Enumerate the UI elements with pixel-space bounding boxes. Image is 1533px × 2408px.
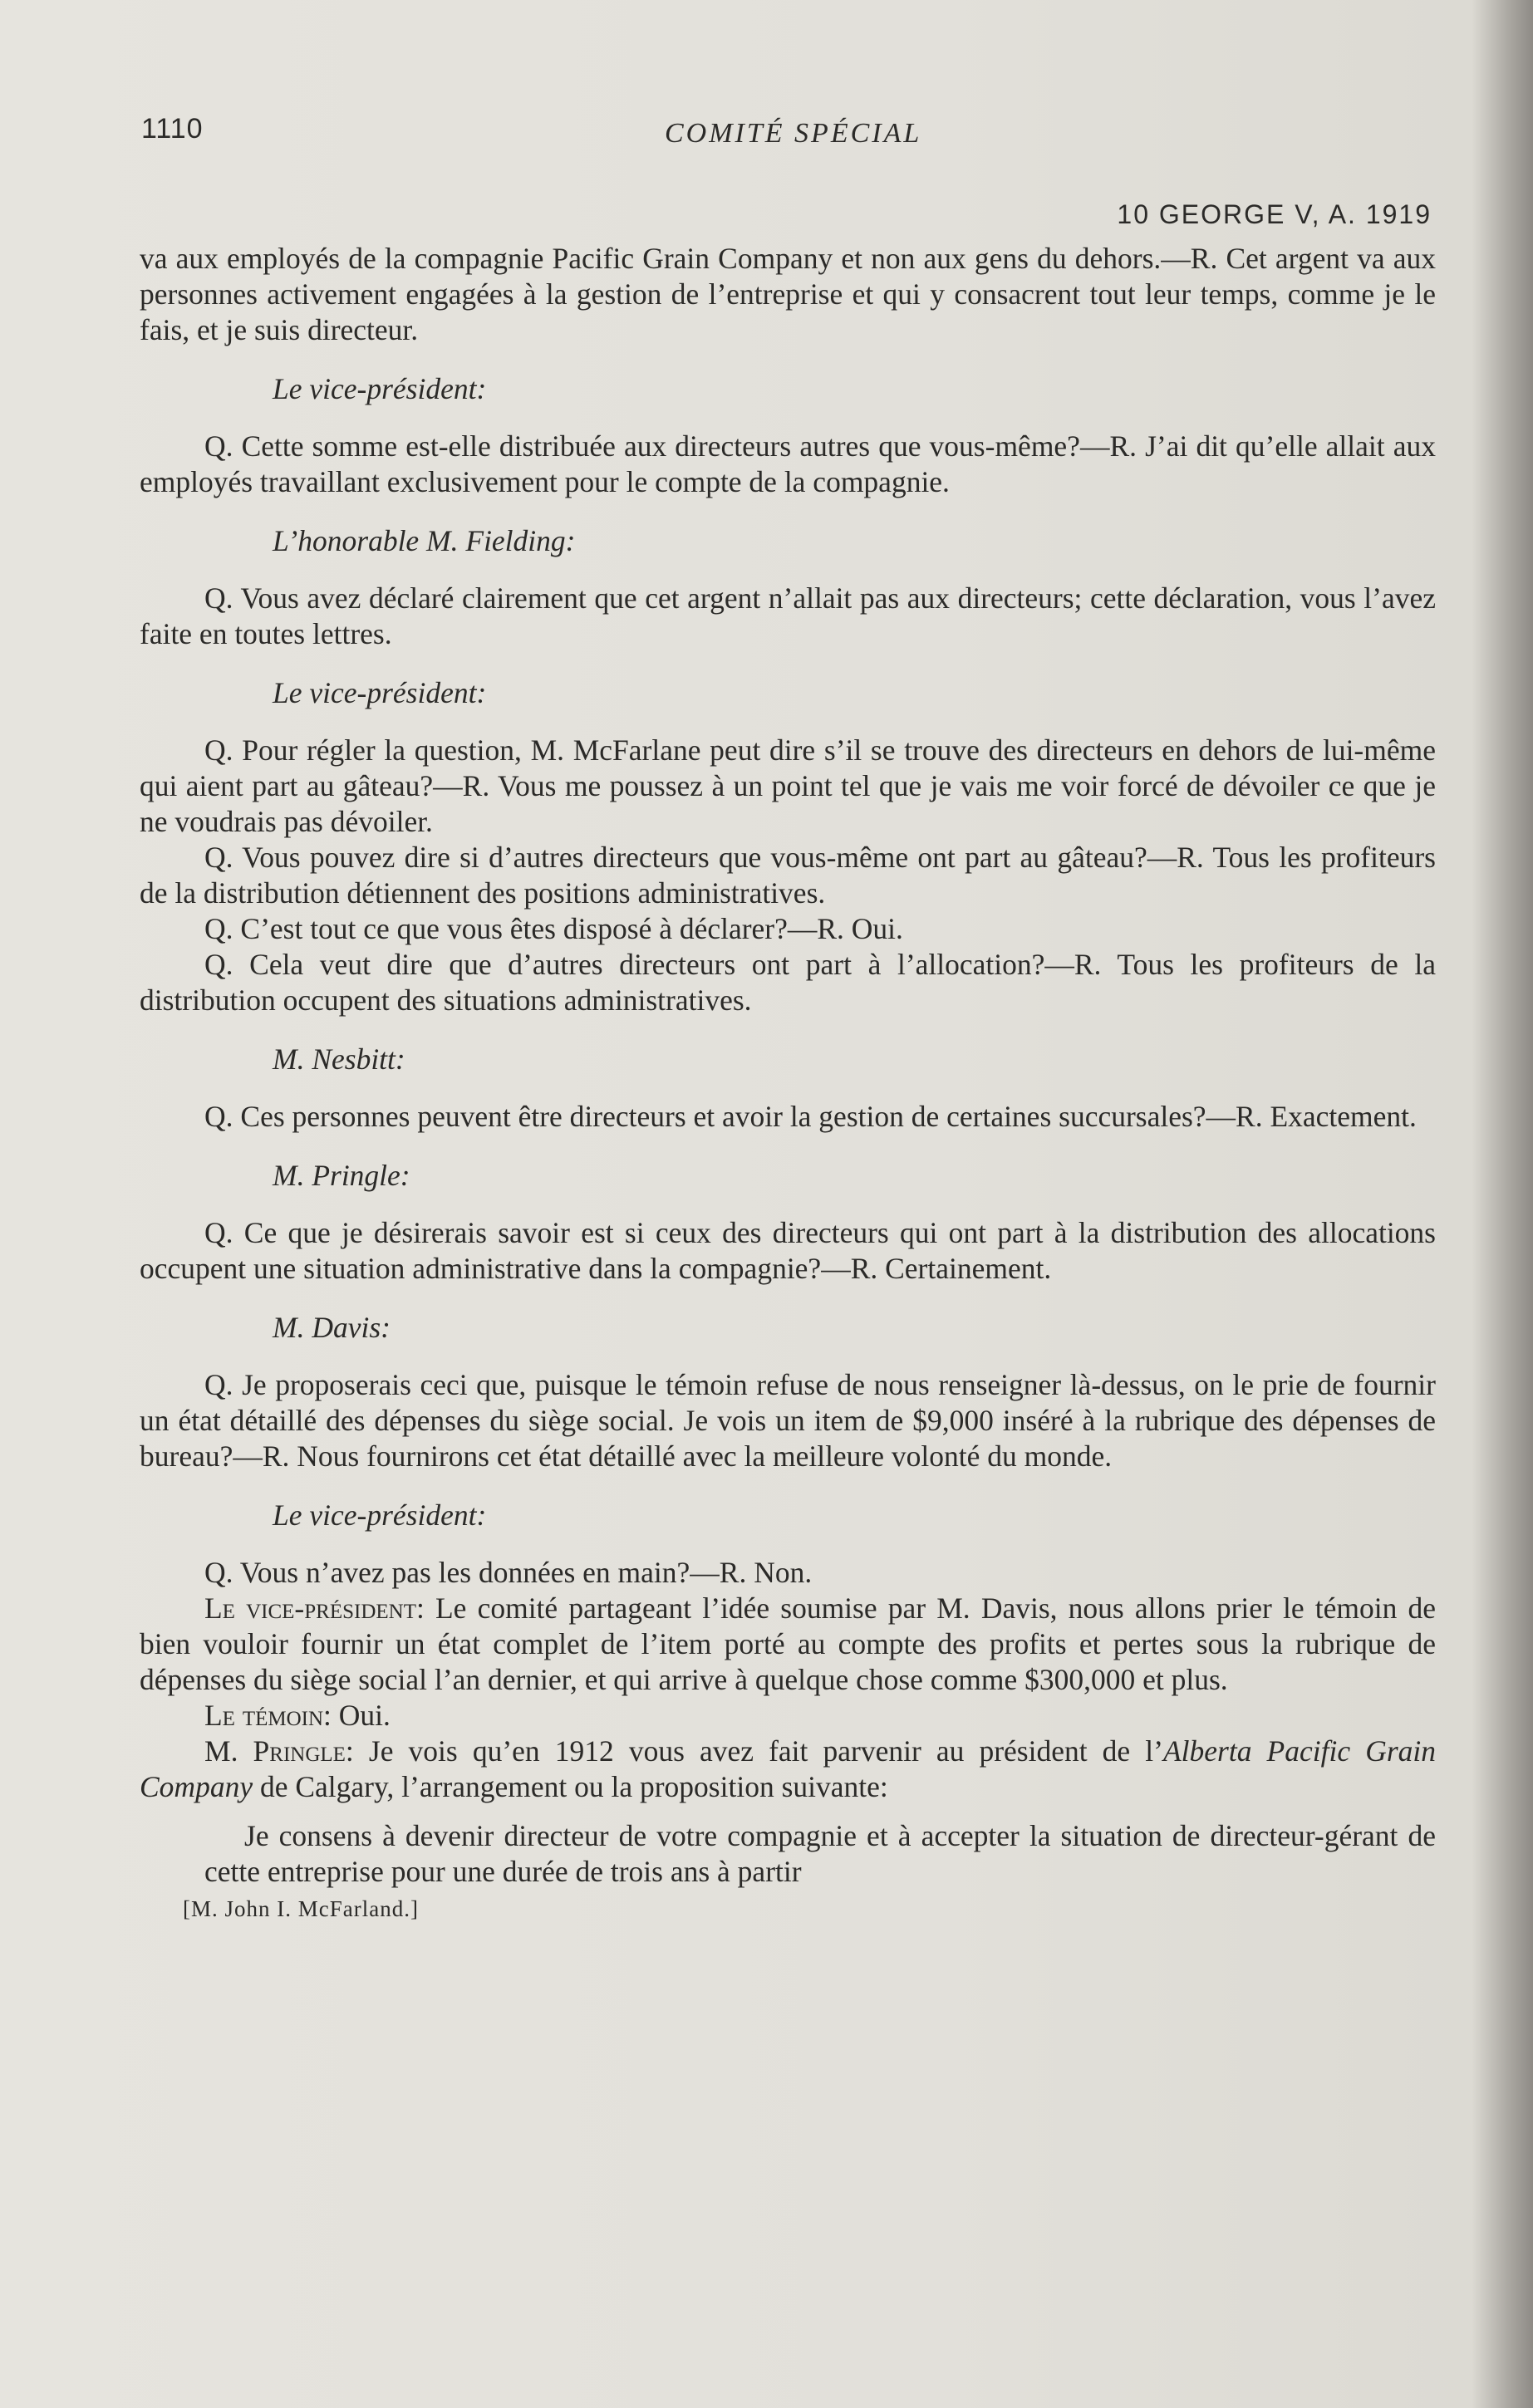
paragraph	[140, 1734, 1436, 1805]
paragraph: Q. Pour régler la question, M. McFarlane peut dire s’il se trouve des directeurs en dehors de lui-même qui aient part au gâteau?—R. Vous me poussez à un point tel que je vais me voir forcé de dévoiler ce que je ne voudrais pas dévoiler.	[140, 733, 1436, 838]
speaker-heading: L’honorable M. Fielding:	[273, 524, 576, 557]
page-number: 1110	[141, 113, 204, 145]
speaker-heading: M. Pringle:	[273, 1159, 410, 1192]
speaker-heading: Le vice-président:	[273, 1498, 487, 1532]
paragraph: Q. Ces personnes peuvent être directeurs et avoir la gestion de certaines succursales?—R. Exactement.	[204, 1100, 1417, 1133]
company-name: Alberta Pacific Grain Company	[140, 1734, 1437, 1803]
paragraph	[140, 1698, 1436, 1734]
witness-footer: [M. John I. McFarland.]	[183, 1896, 419, 1921]
inline-speaker: Le témoin:	[204, 1699, 332, 1732]
body-text	[140, 241, 1436, 1927]
paragraph-text: Le comité partageant l’idée soumise par M. Davis, nous allons prier le témoin de bien vouloir fournir un état complet de l’item porté au compte des profits et pertes sous la rubrique de dépenses du siège social l’an dernier, et qui arrive à quelque chose comme $300,000 et plus.	[140, 1591, 1436, 1696]
speaker-heading: M. Nesbitt:	[273, 1042, 405, 1076]
paragraph: Q. Vous n’avez pas les données en main?—R. Non.	[204, 1556, 813, 1589]
paragraph: Q. Ce que je désirerais savoir est si ceux des directeurs qui ont part à la distribution des allocations occupent une situation administrative dans la compagnie?—R. Certainement.	[140, 1216, 1436, 1285]
running-head	[0, 110, 1533, 159]
speaker-heading: Le vice-président:	[273, 676, 487, 709]
paragraph	[140, 1591, 1436, 1698]
inline-speaker: M. Pringle:	[204, 1734, 354, 1768]
inline-speaker: Le vice-président:	[204, 1591, 425, 1625]
session-line: 10 GEORGE V, A. 1919	[1117, 199, 1432, 229]
paragraph: Q. Je proposerais ceci que, puisque le témoin refuse de nous renseigner là-dessus, on le prie de fournir un état détaillé des dépenses du siège social. Je vois un item de $9,000 inséré à la rubrique des dépenses de bureau?—R. Nous fournirons cet état détaillé avec la meilleure volonté du monde.	[140, 1368, 1436, 1473]
block-quote: Je consens à devenir directeur de votre compagnie et à accepter la situation de directeur-gérant de cette entreprise pour une durée de trois ans à partir	[204, 1819, 1436, 1888]
paragraph-text: Oui.	[331, 1699, 391, 1732]
speaker-heading: M. Davis:	[273, 1311, 391, 1344]
paragraph: Q. Cette somme est-elle distribuée aux directeurs autres que vous-même?—R. J’ai dit qu’elle allait aux employés travaillant exclusivement pour le compte de la compagnie.	[140, 429, 1436, 498]
paragraph: Q. C’est tout ce que vous êtes disposé à déclarer?—R. Oui.	[204, 912, 903, 945]
paragraph: Q. Vous avez déclaré clairement que cet argent n’allait pas aux directeurs; cette déclaration, vous l’avez faite en toutes lettres.	[140, 581, 1436, 650]
paragraph-text: Je vois qu’en 1912 vous avez fait parvenir au président de l’	[353, 1734, 1163, 1768]
paragraph: va aux employés de la compagnie Pacific Grain Company et non aux gens du dehors.—R. Cet argent va aux personnes activement engagées à la gestion de l’entreprise et qui y consacrent tout leur temps, comme je le fais, et je suis directeur.	[140, 242, 1436, 346]
paragraph: Q. Cela veut dire que d’autres directeurs ont part à l’allocation?—R. Tous les profiteurs de la distribution occupent des situations administratives.	[140, 948, 1436, 1017]
paragraph: Q. Vous pouvez dire si d’autres directeurs que vous-même ont part au gâteau?—R. Tous les profiteurs de la distribution détiennent des positions administratives.	[140, 841, 1436, 910]
paragraph-text: de Calgary, l’arrangement ou la proposition suivante:	[253, 1770, 888, 1803]
speaker-heading: Le vice-président:	[273, 372, 487, 405]
running-title: COMITÉ SPÉCIAL	[665, 118, 922, 149]
